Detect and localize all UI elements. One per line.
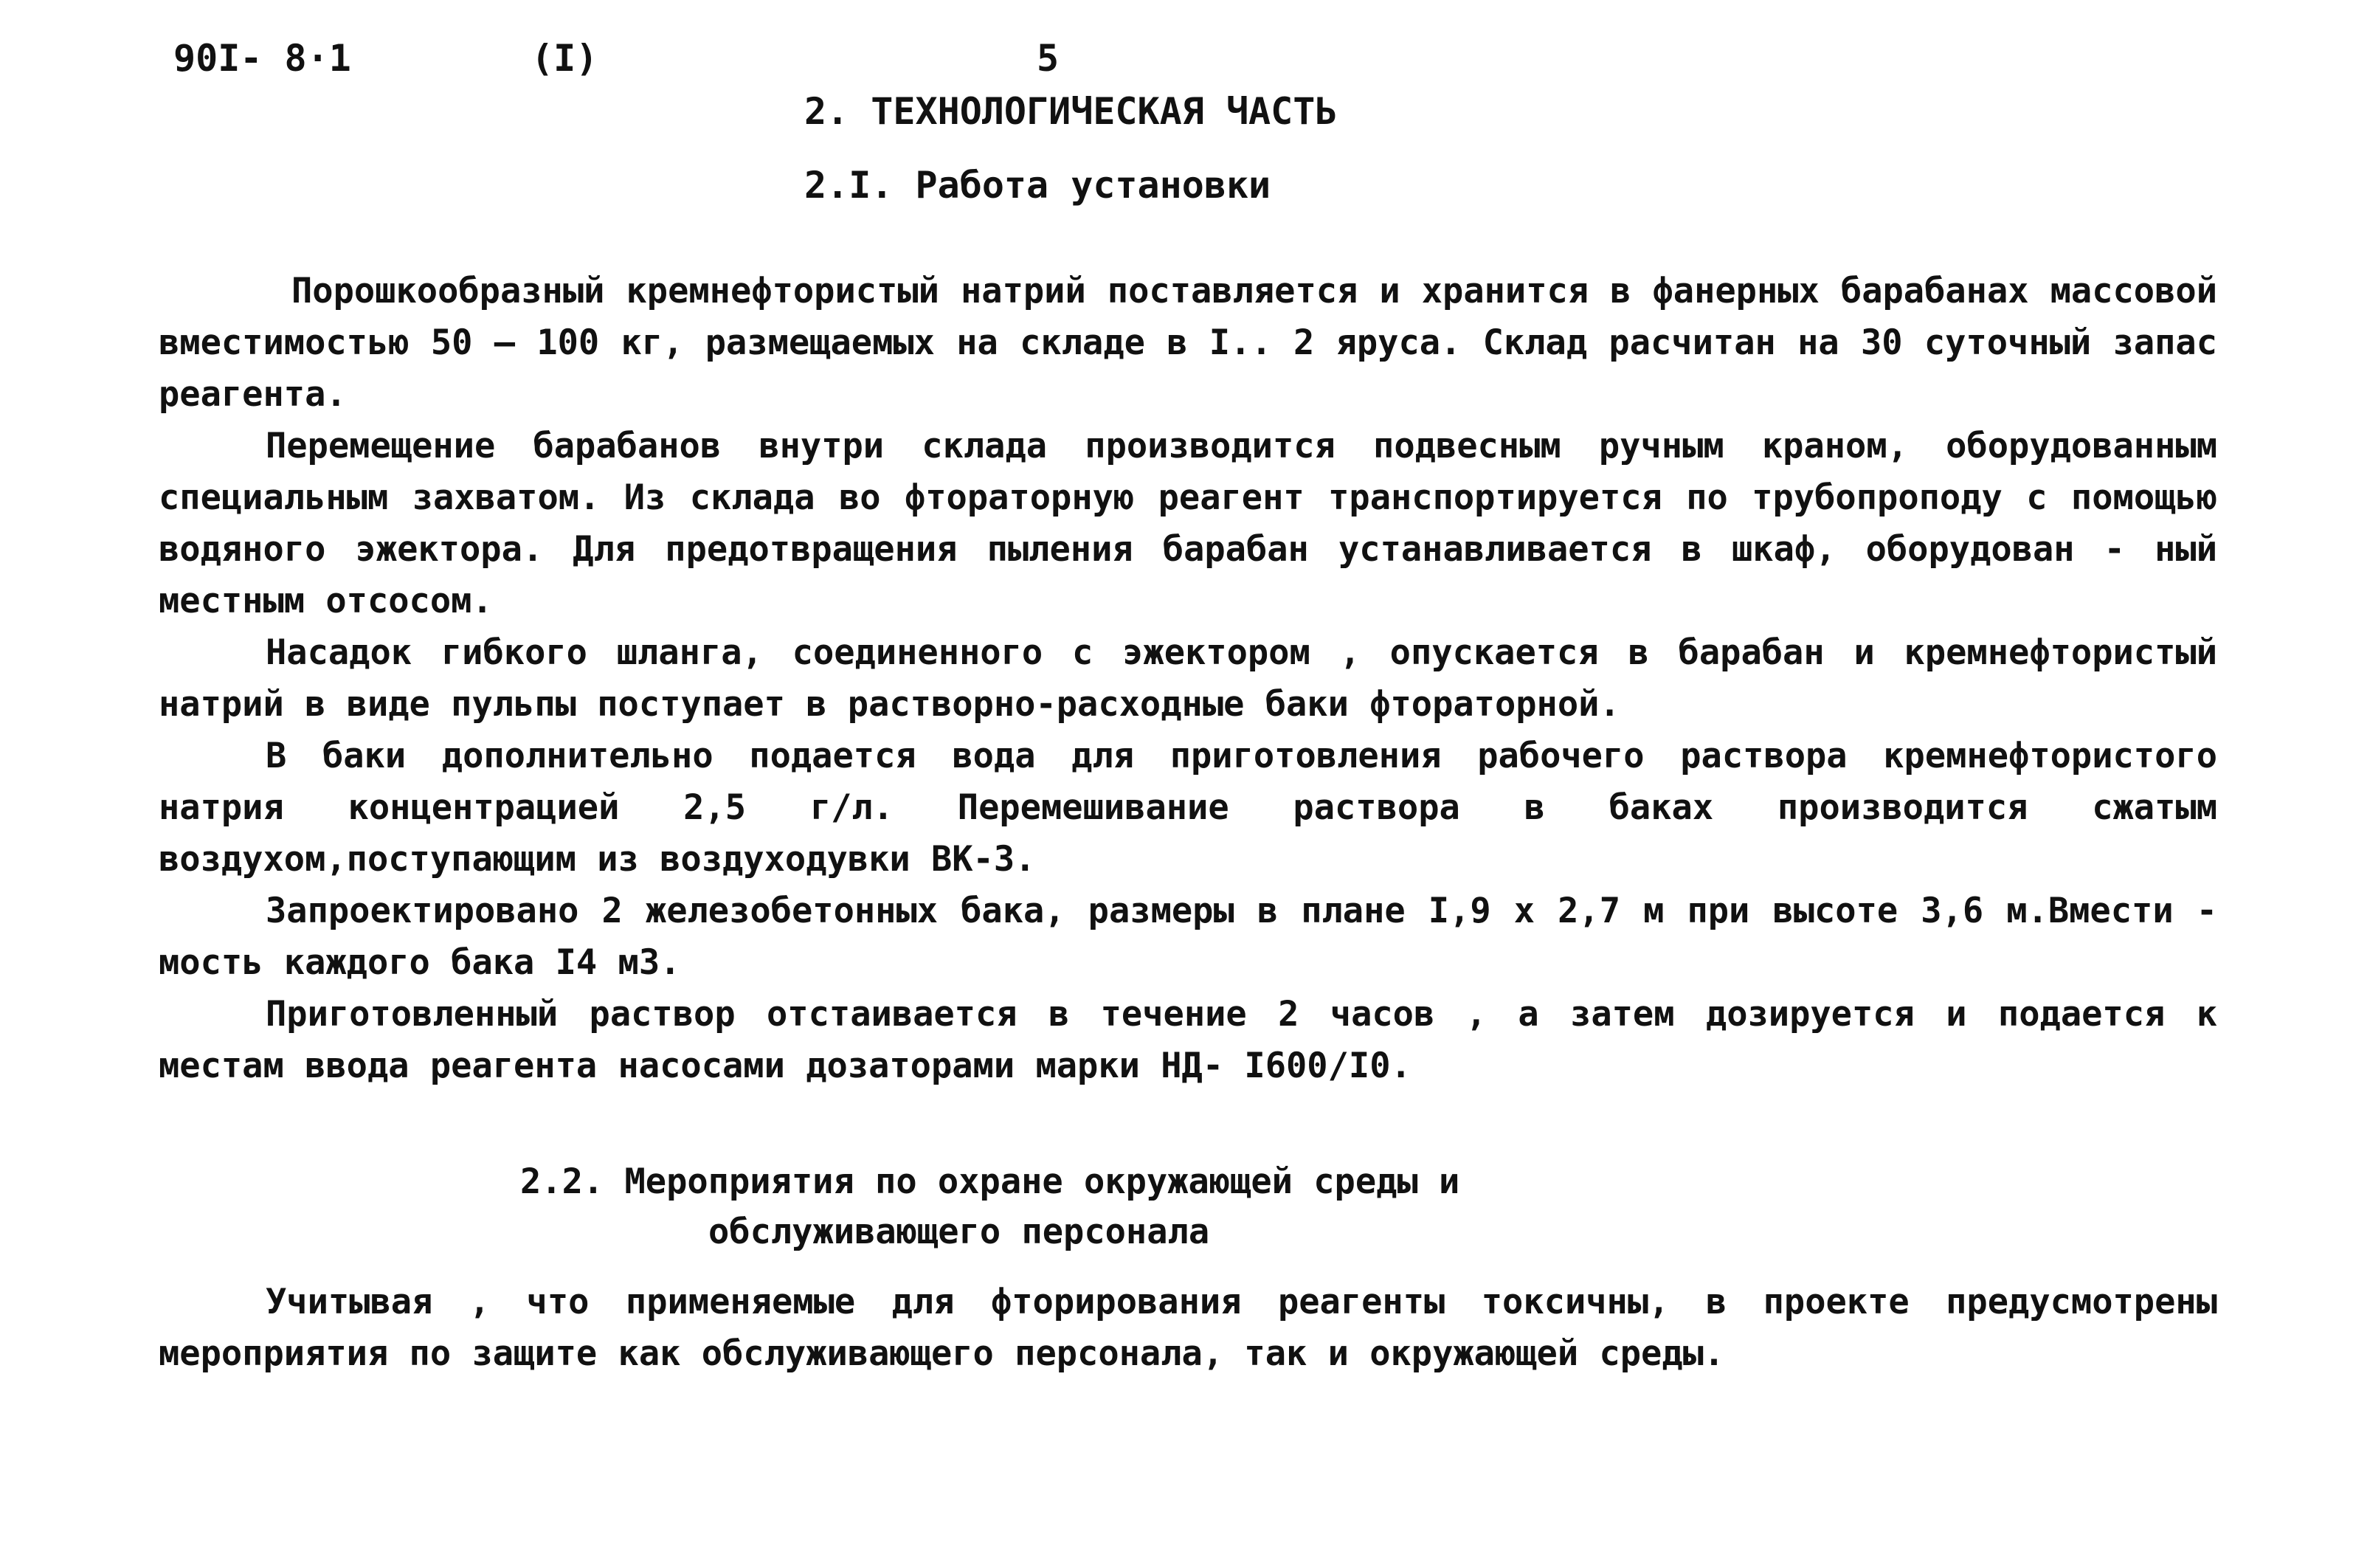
subsection-title: 2.I. Работа установки [804, 164, 1271, 207]
paragraph-mixing: В баки дополнительно подается вода для приготовления рабочего раствора кремнефтористого натрия концентрацией 2,5 г/л. Перемешивание раствора в баках производится сжатым воздухом,поступающим из воздуходувки ВК-3. [159, 736, 2217, 880]
sheet-mark: (I) [531, 37, 598, 80]
document-code: 90I- 8·1 [173, 37, 351, 80]
section-22-heading-line1: 2.2. Мероприятия по охране окружающей среды и [520, 1161, 1460, 1202]
page-header [0, 30, 2353, 89]
section-title: 2. ТЕХНОЛОГИЧЕСКАЯ ЧАСТЬ [804, 90, 1338, 133]
paragraph-storage: Порошкообразный кремнефтористый натрий поставляется и хранится в фанерных барабанах массовой вместимостью 50 – 100 кг, размещаемых на складе в I.. 2 яруса. Склад расчитан на 30 суточный запас реагента. [159, 271, 2217, 415]
page-number: 5 [1037, 37, 1060, 80]
section-22-heading [520, 1157, 1459, 1257]
paragraph-hose: Насадок гибкого шланга, соединенного с эжектором , опускается в барабан и кремнефтористый натрий в виде пульпы поступает в растворно-расходные баки фтораторной. [159, 632, 2217, 725]
section-22-heading-line2: обслуживающего персонала [708, 1212, 1210, 1252]
paragraph-safety: Учитывая , что применяемые для фторирования реагенты токсичны, в проекте предусмотрены мероприятия по защите как обслуживающего персонала, так и окружающей среды. [159, 1282, 2217, 1374]
paragraph-transport: Перемещение барабанов внутри склада производится подвесным ручным краном, оборудованным специальным захватом. Из склада во фтораторную реагент транспортируется по трубопроподу с помощью водяного эжектора. Для предотвращения пыления барабан устанавливается в шкаф, оборудован - ный местным отсосом. [159, 426, 2217, 621]
paragraph-tanks: Запроектировано 2 железобетонных бака, размеры в плане I,9 х 2,7 м при высоте 3,6 м.Вмести - мость каждого бака I4 м3. [159, 891, 2217, 983]
paragraph-dosing: Приготовленный раствор отстаивается в течение 2 часов , а затем дозируется и подается к местам ввода реагента насосами дозаторами марки НД- I600/I0. [159, 994, 2217, 1086]
